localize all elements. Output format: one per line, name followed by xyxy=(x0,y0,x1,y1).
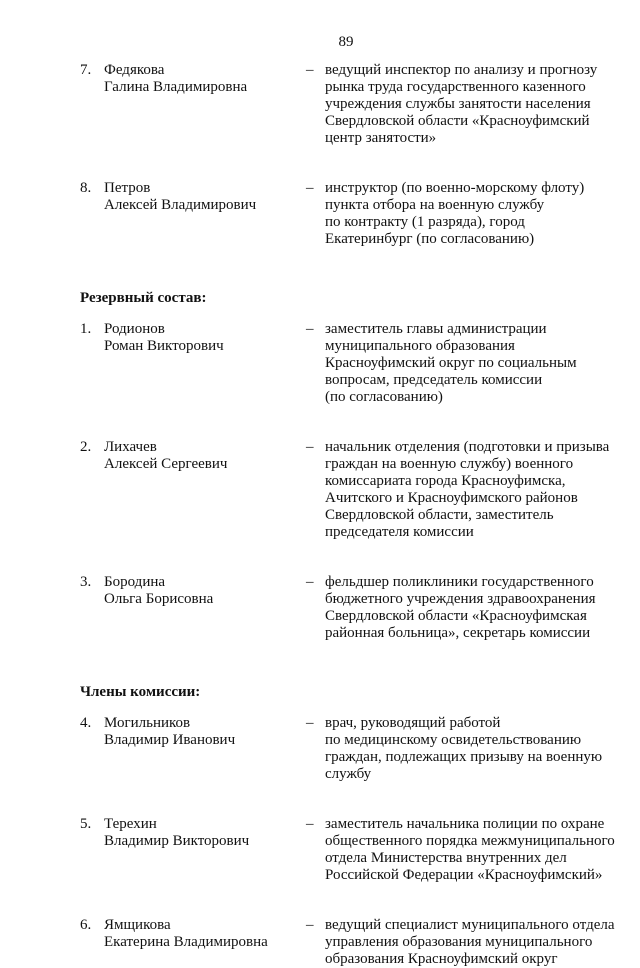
role-line: заместитель начальника полиции по охране xyxy=(325,816,605,832)
role-line: фельдшер поликлиники государственного xyxy=(325,574,594,590)
role-line: по медицинскому освидетельствованию xyxy=(325,732,582,748)
member-given-names: Екатерина Владимировна xyxy=(104,934,268,950)
role-line: граждан на военную службу) военного xyxy=(325,456,574,472)
role-line: Красноуфимский округ по социальным xyxy=(325,355,577,371)
role-line: Свердловской области «Красноуфимская xyxy=(325,608,587,624)
role-line: Ачитского и Красноуфимского районов xyxy=(325,490,578,506)
member-surname: Лихачев xyxy=(104,439,157,455)
role-line: инструктор (по военно-морскому флоту) xyxy=(325,180,585,196)
member-entry xyxy=(80,439,620,541)
member-role xyxy=(325,62,621,147)
member-surname: Федякова xyxy=(104,62,165,78)
dash-separator: – xyxy=(306,180,314,196)
member-name xyxy=(104,321,306,406)
member-entry xyxy=(80,816,620,884)
dash-separator: – xyxy=(306,715,314,731)
role-line: управления образования муниципального xyxy=(325,934,593,950)
member-entry xyxy=(80,574,620,642)
member-name xyxy=(104,816,306,884)
entry-number: 4. xyxy=(80,715,92,731)
member-name xyxy=(104,917,306,968)
role-line: вопросам, председатель комиссии xyxy=(325,372,543,388)
member-surname: Петров xyxy=(104,180,151,196)
role-line: муниципального образования xyxy=(325,338,515,354)
role-line: начальник отделения (подготовки и призыва xyxy=(325,439,610,455)
entry-number: 6. xyxy=(80,917,92,933)
member-given-names: Алексей Владимирович xyxy=(104,197,257,213)
member-name xyxy=(104,62,306,147)
member-surname: Бородина xyxy=(104,574,166,590)
role-line: Екатеринбург (по согласованию) xyxy=(325,231,535,247)
dash-separator: – xyxy=(306,816,314,832)
member-role xyxy=(325,180,621,248)
role-line: образования Красноуфимский округ xyxy=(325,951,558,967)
section xyxy=(80,62,620,248)
member-role xyxy=(325,321,621,406)
commission-list xyxy=(80,62,620,968)
member-entry xyxy=(80,917,620,968)
member-given-names: Галина Владимировна xyxy=(104,79,248,95)
role-line: рынка труда государственного казенного xyxy=(325,79,586,95)
member-name xyxy=(104,439,306,541)
role-line: пункта отбора на военную службу xyxy=(325,197,545,213)
section-heading: Резервный состав: xyxy=(80,290,207,306)
role-line: районная больница», секретарь комиссии xyxy=(325,625,591,641)
member-role xyxy=(325,439,621,541)
role-line: комиссариата города Красноуфимска, xyxy=(325,473,566,489)
role-line: общественного порядка межмуниципального xyxy=(325,833,615,849)
role-line: ведущий специалист муниципального отдела xyxy=(325,917,615,933)
member-surname: Могильников xyxy=(104,715,191,731)
section xyxy=(80,290,620,642)
member-given-names: Ольга Борисовна xyxy=(104,591,214,607)
role-line: ведущий инспектор по анализу и прогнозу xyxy=(325,62,598,78)
role-line: учреждения службы занятости населения xyxy=(325,96,591,112)
role-line: заместитель главы администрации xyxy=(325,321,547,337)
role-line: врач, руководящий работой xyxy=(325,715,501,731)
entry-number: 2. xyxy=(80,439,92,455)
role-line: бюджетного учреждения здравоохранения xyxy=(325,591,596,607)
member-surname: Терехин xyxy=(104,816,157,832)
dash-separator: – xyxy=(306,574,314,590)
member-surname: Родионов xyxy=(104,321,165,337)
dash-separator: – xyxy=(306,62,314,78)
role-line: по контракту (1 разряда), город xyxy=(325,214,525,230)
entry-number: 1. xyxy=(80,321,92,337)
role-line: отдела Министерства внутренних дел xyxy=(325,850,567,866)
member-entry xyxy=(80,180,620,248)
entry-number: 3. xyxy=(80,574,92,590)
dash-separator: – xyxy=(306,917,314,933)
role-line: граждан, подлежащих призыву на военную xyxy=(325,749,603,765)
role-line: председателя комиссии xyxy=(325,524,474,540)
role-line: службу xyxy=(325,766,372,782)
entry-number: 7. xyxy=(80,62,92,78)
role-line: Свердловской области «Красноуфимский xyxy=(325,113,590,129)
member-entry xyxy=(80,62,620,147)
role-line: (по согласованию) xyxy=(325,389,443,405)
member-role xyxy=(325,816,621,884)
section-heading: Члены комиссии: xyxy=(80,684,201,700)
section xyxy=(80,684,620,968)
entry-number: 8. xyxy=(80,180,92,196)
role-line: Свердловской области, заместитель xyxy=(325,507,554,523)
member-name xyxy=(104,574,306,642)
member-surname: Ямщикова xyxy=(104,917,171,933)
role-line: Российской Федерации «Красноуфимский» xyxy=(325,867,603,883)
page-number: 89 xyxy=(338,34,354,50)
member-given-names: Алексей Сергеевич xyxy=(104,456,228,472)
member-given-names: Владимир Викторович xyxy=(104,833,250,849)
member-given-names: Владимир Иванович xyxy=(104,732,236,748)
member-given-names: Роман Викторович xyxy=(104,338,224,354)
member-role xyxy=(325,917,621,968)
member-name xyxy=(104,180,306,248)
role-line: центр занятости» xyxy=(325,130,437,146)
entry-number: 5. xyxy=(80,816,92,832)
member-name xyxy=(104,715,306,783)
member-entry xyxy=(80,321,620,406)
dash-separator: – xyxy=(306,439,314,455)
member-role xyxy=(325,715,621,783)
dash-separator: – xyxy=(306,321,314,337)
member-role xyxy=(325,574,621,642)
member-entry xyxy=(80,715,620,783)
